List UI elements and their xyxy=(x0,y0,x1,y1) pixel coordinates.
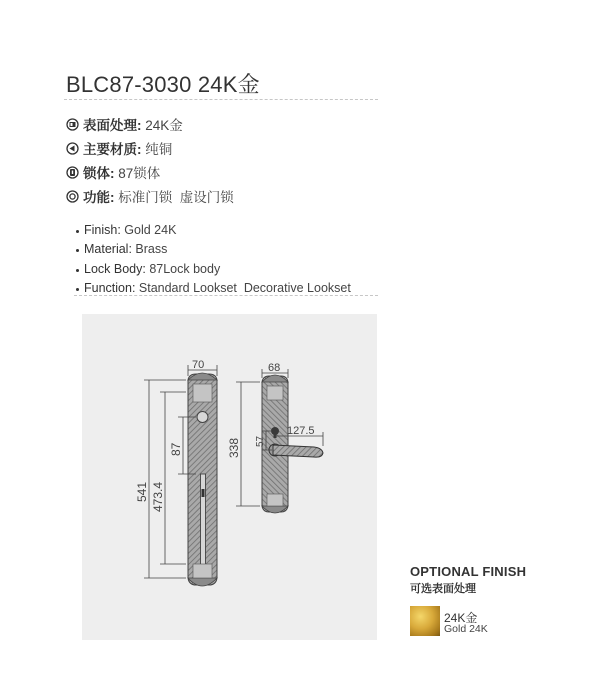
lock-body-icon xyxy=(66,166,79,179)
bullet-icon xyxy=(76,269,79,272)
spec-label: 表面处理: xyxy=(83,118,142,133)
dim-back-height: 338 xyxy=(227,437,241,458)
dim-lever-offset: 57 xyxy=(255,435,266,447)
spec-value: 87Lock body xyxy=(145,261,221,276)
dim-overall-height: 541 xyxy=(135,481,149,502)
optional-finish-title: OPTIONAL FINISH xyxy=(410,564,527,579)
lever-handle xyxy=(273,445,323,457)
spec-label: 功能: xyxy=(83,190,115,205)
spec-label: 锁体: xyxy=(83,166,115,181)
technical-drawing-panel xyxy=(82,314,377,640)
title-divider xyxy=(64,99,378,100)
bullet-icon xyxy=(76,249,79,252)
spec-label: Lock Body: xyxy=(84,261,146,276)
swatch-label-cn: 24K金 xyxy=(444,611,478,625)
spec-label: 主要材质: xyxy=(83,142,142,157)
dim-lever-length: 127.5 xyxy=(287,425,315,437)
spec-row-lock-body-en xyxy=(76,259,351,279)
spec-label: Finish: xyxy=(84,222,121,237)
function-icon xyxy=(66,190,79,203)
finish-icon xyxy=(66,118,79,131)
spec-row-finish-en xyxy=(76,220,351,240)
spec-row-function xyxy=(66,184,234,208)
product-title: BLC87-3030 24K金 xyxy=(66,72,260,97)
front-plate xyxy=(188,373,217,586)
spec-row-material xyxy=(66,136,234,160)
swatch-label-en: Gold 24K xyxy=(444,623,488,635)
gold-finish-swatch xyxy=(410,606,440,636)
spec-label: Material: xyxy=(84,242,132,257)
spec-row-lock-body xyxy=(66,160,234,184)
spec-value: 纯铜 xyxy=(141,142,173,157)
material-icon xyxy=(66,142,79,155)
dim-back-width: 68 xyxy=(268,362,281,374)
back-plate xyxy=(262,375,323,513)
spec-value: Standard Lookset Decorative Lookset xyxy=(135,281,351,296)
spec-value: 87锁体 xyxy=(114,166,161,181)
dim-upper-offset: 87 xyxy=(169,442,183,456)
spec-row-finish xyxy=(66,112,234,136)
optional-finish-subtitle: 可选表面处理 xyxy=(410,583,476,595)
dim-plate-height: 473.4 xyxy=(151,481,165,512)
spec-value: 标准门锁 虚设门锁 xyxy=(114,190,234,205)
bullet-icon xyxy=(76,230,79,233)
english-spec-list xyxy=(76,220,351,298)
spec-row-material-en xyxy=(76,240,351,260)
chinese-spec-list xyxy=(66,112,234,208)
bullet-icon xyxy=(76,288,79,291)
lock-dimension-drawing xyxy=(82,314,377,640)
spec-value: Brass xyxy=(131,242,168,257)
spec-label: Function: xyxy=(84,281,136,296)
dim-front-width: 70 xyxy=(192,359,205,371)
spec-divider xyxy=(74,295,378,296)
spec-value: Gold 24K xyxy=(120,222,177,237)
spec-value: 24K金 xyxy=(141,118,183,133)
